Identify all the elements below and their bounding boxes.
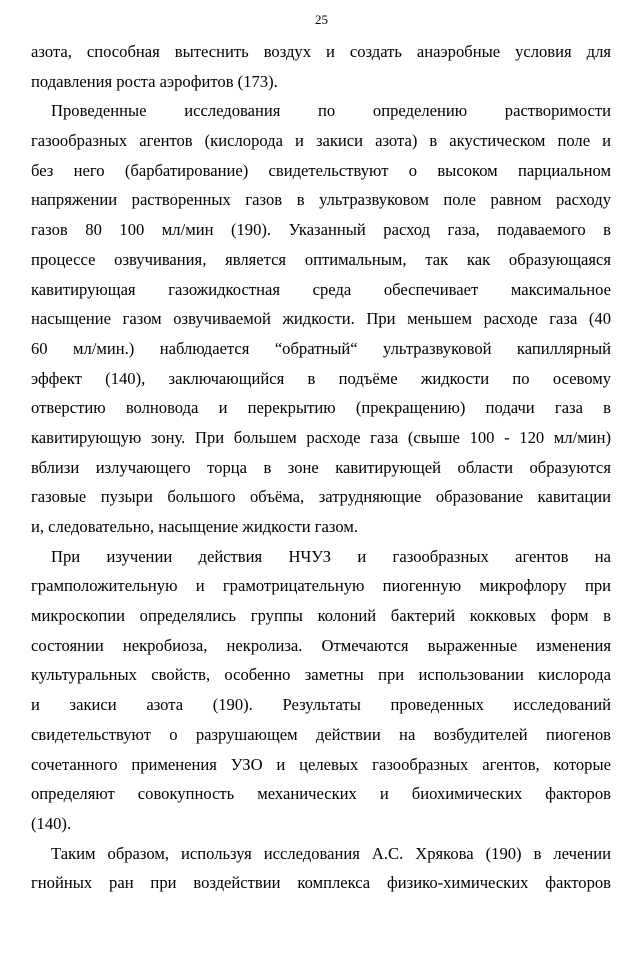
text-line: гнойных ран при воздействии комплекса физико-химических факторов: [31, 873, 611, 893]
text-line: насыщение газом озвучиваемой жидкости. При меньшем расходе газа (40: [31, 309, 611, 329]
text-line: газообразных агентов (кислорода и закиси азота) в акустическом поле и: [31, 131, 611, 151]
text-line: подавления роста аэрофитов (173).: [31, 71, 278, 91]
text-line: состоянии некробиоза, некролиза. Отмечаются выраженные изменения: [31, 635, 611, 655]
text-line: определяют совокупность механических и биохимических факторов: [31, 784, 611, 804]
page-number: 25: [315, 12, 328, 27]
text-line: кавитирующая газожидкостная среда обеспечивает максимальное: [31, 279, 611, 299]
text-line: и, следовательно, насыщение жидкости газом.: [31, 517, 358, 536]
text-line: без него (барбатирование) свидетельствуют о высоком парциальном: [31, 160, 611, 180]
text-line: кавитирующую зону. При большем расходе газа (свыше 100 - 120 мл/мин): [31, 427, 611, 447]
text-line: Таким образом, используя исследования А.С. Хрякова (190) в лечении: [51, 843, 611, 863]
paragraph: [31, 844, 611, 903]
text-line: грамположительную и грамотрицательную пиогенную микрофлору при: [31, 576, 611, 596]
text-line: сочетанного применения УЗО и целевых газообразных агентов, которые: [31, 754, 611, 774]
text-line: и закиси азота (190). Результаты проведенных исследований: [31, 695, 611, 715]
text-line: (140).: [31, 813, 72, 833]
text-line: свидетельствуют о разрушающем действии на возбудителей пиогенов: [31, 724, 611, 744]
text-line: отверстию волновода и перекрытию (прекращению) подачи газа в: [31, 398, 611, 418]
text-line: микроскопии определялись группы колоний бактерий кокковых форм в: [31, 606, 611, 626]
text-line: эффект (140), заключающийся в подъёме жидкости по осевому: [31, 368, 611, 388]
text-line: азота, способная вытеснить воздух и создать анаэробные условия для: [31, 42, 611, 61]
text-line: вблизи излучающего торца в зоне кавитирующей области образуются: [31, 457, 611, 477]
text-line: газовые пузыри большого объёма, затрудняющие образование кавитации: [31, 487, 611, 507]
text-line: Проведенные исследования по определению растворимости: [51, 101, 611, 121]
text-line: При изучении действия НЧУЗ и газообразных агентов на: [51, 546, 611, 566]
text-line: процессе озвучивания, является оптимальным, так как образующаяся: [31, 249, 611, 269]
paragraph: [31, 42, 611, 101]
text-line: 60 мл/мин.) наблюдается “обратный“ ультразвуковой капиллярный: [31, 338, 611, 358]
text-line: напряжении растворенных газов в ультразвуковом поле равном расходу: [31, 190, 611, 210]
document-body: [31, 42, 611, 903]
paragraph: [31, 547, 611, 844]
paragraph: [31, 101, 611, 546]
text-line: газов 80 100 мл/мин (190). Указанный расход газа, подаваемого в: [31, 220, 611, 240]
text-line: культуральных свойств, особенно заметны при использовании кислорода: [31, 665, 611, 685]
